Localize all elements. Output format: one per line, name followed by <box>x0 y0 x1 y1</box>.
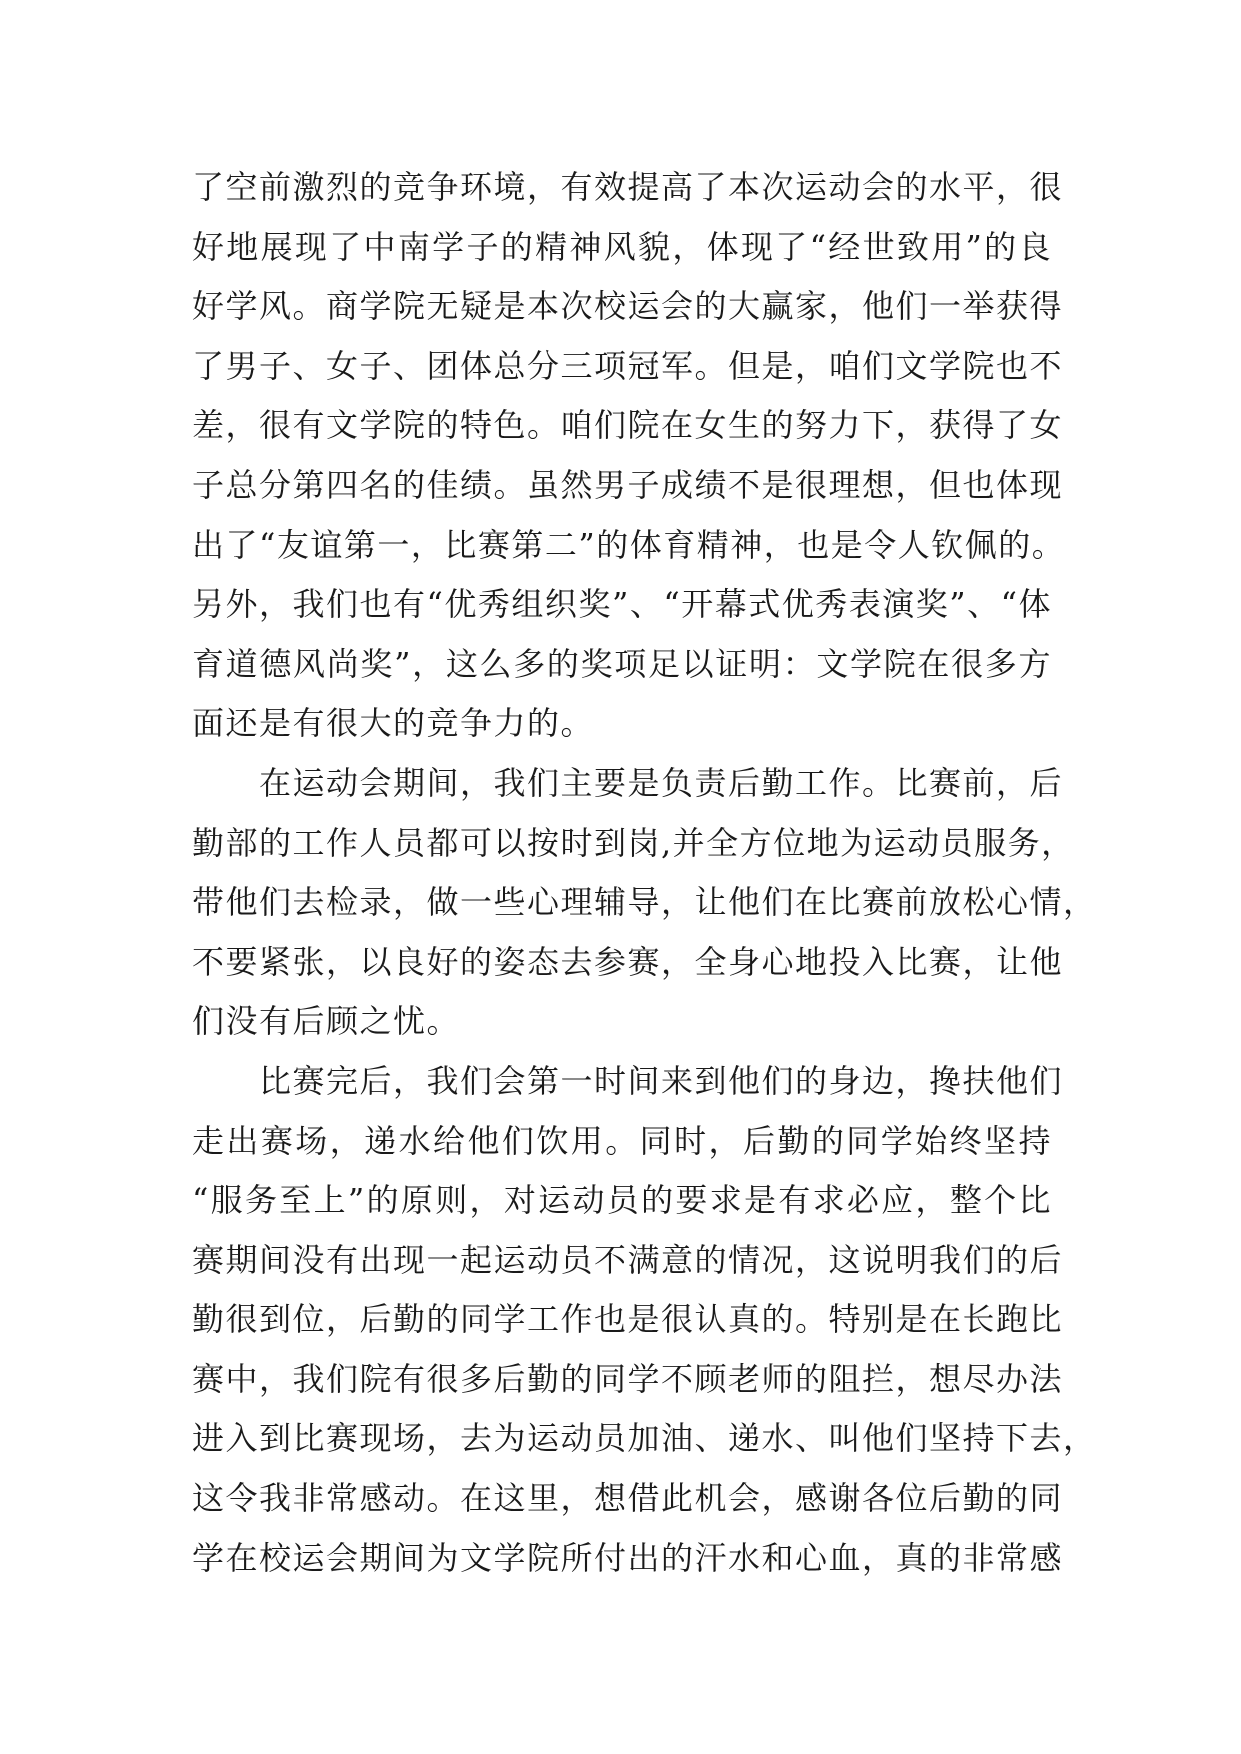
text-line: 这令我非常感动。在这里，想借此机会，感谢各位后勤的同 <box>192 1479 1064 1518</box>
text-line: 另外，我们也有“优秀组织奖”、“开幕式优秀表演奖”、“体 <box>192 585 1052 624</box>
text-line: 不要紧张，以良好的姿态去参赛，全身心地投入比赛，让他 <box>192 942 1064 981</box>
text-line: 勤部的工作人员都可以按时到岗,并全方位地为运动员服务， <box>192 823 1075 862</box>
text-line: 了空前激烈的竞争环境，有效提高了本次运动会的水平，很 <box>192 168 1064 206</box>
text-line: 进入到比赛现场，去为运动员加油、递水、叫他们坚持下去， <box>192 1419 1097 1458</box>
text-line: 走出赛场，递水给他们饮用。同时，后勤的同学始终坚持 <box>192 1121 1052 1160</box>
text-line: 面还是有很大的竞争力的。 <box>192 704 595 743</box>
text-line: 带他们去检录，做一些心理辅导，让他们在比赛前放松心情， <box>192 883 1097 922</box>
text-line: 出了“友谊第一，比赛第二”的体育精神，也是令人钦佩的。 <box>192 525 1066 564</box>
text-line: 好学风。商学院无疑是本次校运会的大赢家，他们一举获得 <box>192 287 1064 326</box>
text-line: 好地展现了中南学子的精神风貌，体现了“经世致用”的良 <box>192 227 1052 266</box>
text-line: 了男子、女子、团体总分三项冠军。但是，咱们文学院也不 <box>192 346 1064 385</box>
text-line: 赛期间没有出现一起运动员不满意的情况，这说明我们的后 <box>192 1240 1064 1279</box>
text-line: 差，很有文学院的特色。咱们院在女生的努力下，获得了女 <box>192 406 1064 445</box>
text-line: 勤很到位，后勤的同学工作也是很认真的。特别是在长跑比 <box>192 1300 1064 1339</box>
text-line: 们没有后顾之忧。 <box>192 1002 461 1041</box>
text-line: 赛中，我们院有很多后勤的同学不顾老师的阻拦，想尽办法 <box>192 1359 1064 1398</box>
text-line: 子总分第四名的佳绩。虽然男子成绩不是很理想，但也体现 <box>192 465 1064 504</box>
text-line: “服务至上”的原则，对运动员的要求是有求必应，整个比 <box>192 1181 1052 1220</box>
text-line: 在运动会期间，我们主要是负责后勤工作。比赛前，后 <box>192 763 1064 802</box>
text-line: 学在校运会期间为文学院所付出的汗水和心血，真的非常感 <box>192 1538 1064 1577</box>
text-line: 比赛完后，我们会第一时间来到他们的身边，搀扶他们 <box>192 1061 1064 1100</box>
text-line: 育道德风尚奖”，这么多的奖项足以证明：文学院在很多方 <box>192 644 1052 683</box>
body-text <box>192 158 1097 1588</box>
